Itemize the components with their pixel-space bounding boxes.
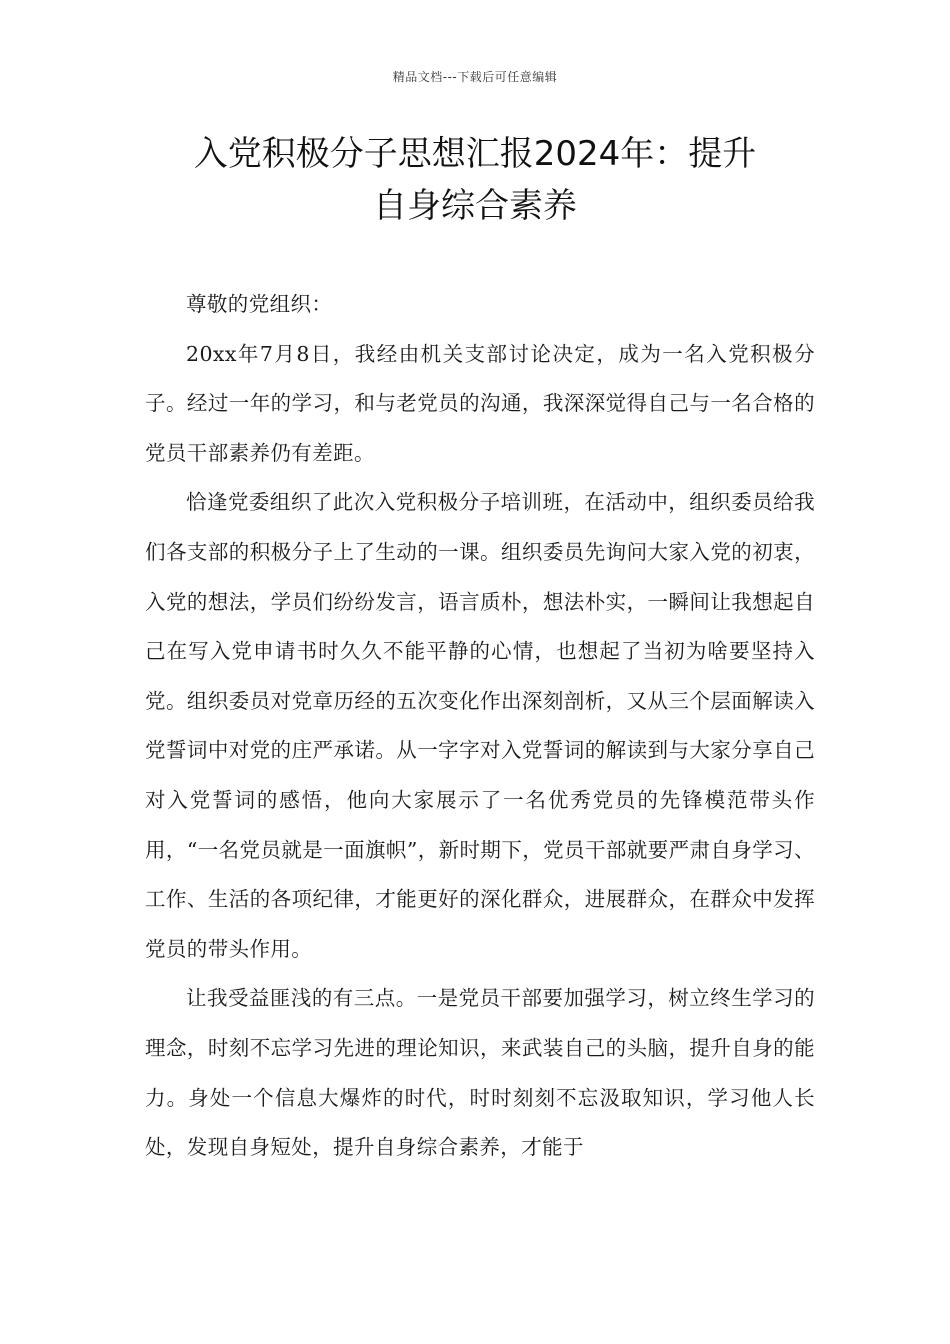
document-body bbox=[145, 280, 815, 1173]
salutation: 尊敬的党组织： bbox=[186, 292, 333, 316]
paragraph-3: 让我受益匪浅的有三点。一是党员干部要加强学习，树立终生学习的理念，时刻不忘学习先进的理论知识，来武装自己的头脑，提升自身的能力。身处一个信息大爆炸的时代，时时刻刻不忘汲取知识，学习他人长处，发现自身短处，提升自身综合素养，才能于 bbox=[145, 986, 815, 1160]
document-title bbox=[120, 128, 830, 232]
title-line-2: 自身综合素养 bbox=[373, 186, 577, 226]
page-header: 精品文档---下载后可任意编辑 bbox=[392, 70, 558, 84]
paragraph-1: 20xx年7月8日，我经由机关支部讨论决定，成为一名入党积极分子。经过一年的学习，和与老党员的沟通，我深深觉得自己与一名合格的党员干部素养仍有差距。 bbox=[145, 341, 815, 465]
paragraph-2: 恰逢党委组织了此次入党积极分子培训班，在活动中，组织委员给我们各支部的积极分子上了生动的一课。组织委员先询问大家入党的初衷，入党的想法，学员们纷纷发言，语言质朴，想法朴实，一瞬间让我想起自己在写入党申请书时久久不能平静的心情，也想起了当初为啥要坚持入党。组织委员对党章历经的五次变化作出深刻剖析，又从三个层面解读入党誓词中对党的庄严承诺。从一字字对入党誓词的解读到与大家分享自己对入党誓词的感悟，他向大家展示了一名优秀党员的先锋模范带头作用，“一名党员就是一面旗帜”，新时期下，党员干部就要严肃自身学习、工作、生活的各项纪律，才能更好的深化群众，进展群众，在群众中发挥党员的带头作用。 bbox=[145, 490, 815, 961]
title-line-1: 入党积极分子思想汇报2024年：提升 bbox=[193, 134, 757, 174]
